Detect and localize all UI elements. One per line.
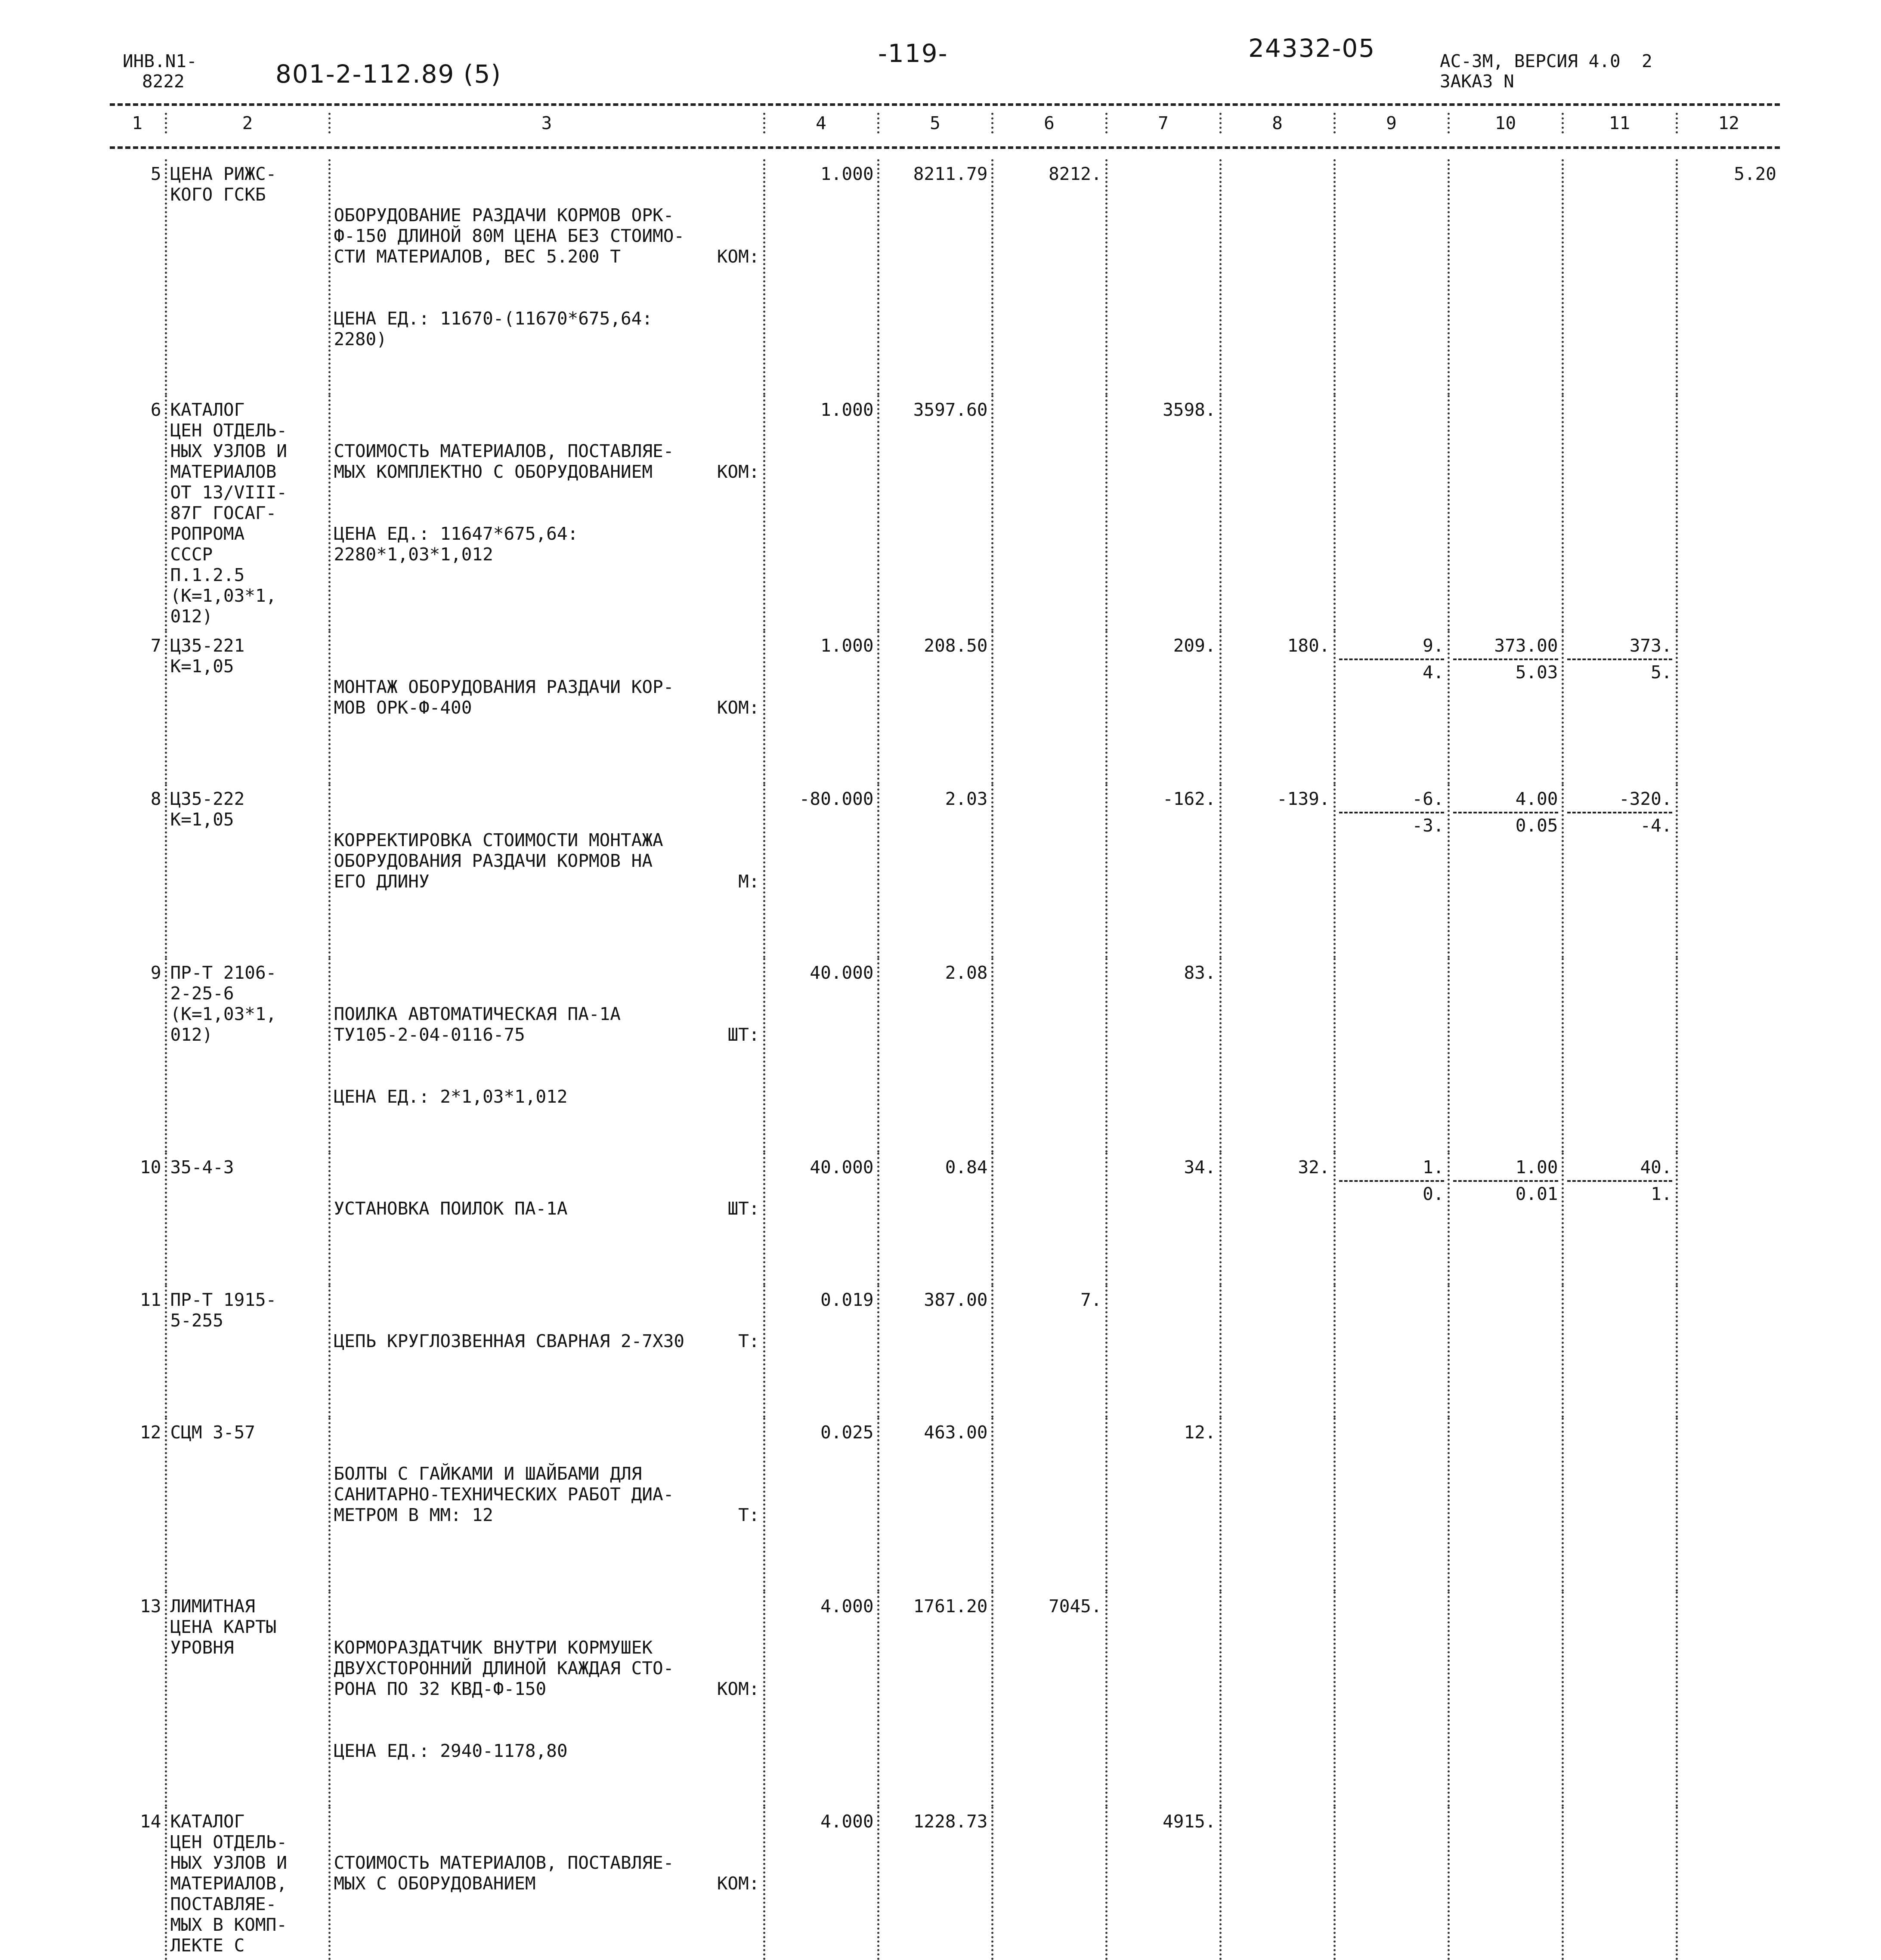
column-number-1: 1 [132,113,143,133]
machinist-labor-total: -4. [1567,812,1672,836]
unit-of-measure: Т: [738,1505,760,1525]
equipment-cost: 7. [992,1285,1106,1418]
weight [1677,1285,1780,1418]
quantity: 40.000 [764,958,878,1153]
total-cost: 34. [1106,1153,1220,1285]
total-cost [1106,1285,1220,1418]
unit-price-note: ЦЕНА ЕД.: 11647*675,64: 2280*1,03*1,012 [334,523,579,565]
column-number-7: 7 [1106,113,1220,133]
work-description [329,159,764,395]
price-basis: СЦМ 3-57 [166,1418,329,1592]
column-number-5: 5 [878,113,992,133]
labor-total [1562,1592,1677,1807]
machinist-labor-total: 1. [1567,1180,1672,1204]
column-number-9: 9 [1334,113,1448,133]
unit-cost: 0.84 [878,1153,992,1285]
column-number-4: 4 [764,113,878,133]
labor-total: 40. 1. [1562,1153,1677,1285]
total-cost [1106,1592,1220,1807]
item-name: УСТАНОВКА ПОИЛОК ПА-1А [334,1198,568,1219]
unit-of-measure: КОМ: [717,1873,760,1894]
price-basis: ЦЕНА РИЖС- КОГО ГСКБ [166,159,329,395]
unit-price-note: ЦЕНА ЕД.: 2*1,03*1,012 [334,1086,568,1107]
program-version: АС-3М, ВЕРСИЯ 4.0 2 [1440,51,1652,71]
equipment-cost [992,631,1106,784]
wages [1220,1592,1334,1807]
header-top-rule [110,103,1780,106]
labor-per-unit: 4.00 0.05 [1448,784,1562,958]
labor-per-unit [1448,159,1562,395]
price-basis: КАТАЛОГ ЦЕН ОТДЕЛЬ- НЫХ УЗЛОВ И МАТЕРИАЛОВ ОТ 13/VIII- 87Г ГОСАГ- РОПРОМА СССР П.1.2.5 (К=1,03*1, 012) [166,395,329,631]
labor-total [1562,395,1677,631]
labor-total [1562,159,1677,395]
unit-of-measure: КОМ: [717,697,760,718]
column-number-11: 11 [1562,113,1677,133]
work-description [329,784,764,958]
stamp-code: 24332-05 [1248,34,1376,63]
total-cost: 3598. [1106,395,1220,631]
equipment-cost [992,1153,1106,1285]
total-cost: -162. [1106,784,1220,958]
estimate-table [110,159,1780,1960]
quantity: 0.019 [764,1285,878,1418]
work-description [329,631,764,784]
weight [1677,958,1780,1153]
price-basis: КАТАЛОГ ЦЕН ОТДЕЛЬ- НЫХ УЗЛОВ И МАТЕРИАЛОВ, ПОСТАВЛЯЕ- МЫХ В КОМП- ЛЕКТЕ С [166,1807,329,1960]
estimate-row [110,1285,1780,1418]
labor-per-unit: 373.00 5.03 [1448,631,1562,784]
item-name: МОНТАЖ ОБОРУДОВАНИЯ РАЗДАЧИ КОР- МОВ ОРК-Ф-400 [334,677,674,718]
quantity: 0.025 [764,1418,878,1592]
equipment-cost [992,1418,1106,1592]
item-name: ПОИЛКА АВТОМАТИЧЕСКАЯ ПА-1А ТУ105-2-04-0116-75 [334,1004,621,1045]
unit-cost: 8211.79 [878,159,992,395]
item-name: БОЛТЫ С ГАЙКАМИ И ШАЙБАМИ ДЛЯ САНИТАРНО-ТЕХНИЧЕСКИХ РАБОТ ДИА- МЕТРОМ В ММ: 12 [334,1463,674,1525]
work-description [329,1153,764,1285]
machine-operation [1334,1807,1448,1960]
weight [1677,1807,1780,1960]
unit-of-measure: ШТ: [727,1198,760,1219]
unit-cost: 387.00 [878,1285,992,1418]
column-number-8: 8 [1220,113,1334,133]
price-basis: ПР-Т 1915- 5-255 [166,1285,329,1418]
weight: 5.20 [1677,159,1780,395]
price-basis: 35-4-3 [166,1153,329,1285]
wages [1220,1285,1334,1418]
quantity: 1.000 [764,159,878,395]
labor-per-unit [1448,958,1562,1153]
labor-total [1562,958,1677,1153]
machine-operation [1334,159,1448,395]
column-number-10: 10 [1448,113,1562,133]
unit-cost: 463.00 [878,1418,992,1592]
total-cost: 12. [1106,1418,1220,1592]
machinist-labor-total: 5. [1567,658,1672,683]
labor-per-unit [1448,1592,1562,1807]
wages [1220,395,1334,631]
unit-of-measure: ШТ: [727,1024,760,1045]
header-bottom-rule [110,146,1780,149]
unit-price-note: ЦЕНА ЕД.: 11670-(11670*675,64: 2280) [334,308,653,349]
inventory-number: 8222 [142,71,185,92]
unit-cost: 1228.73 [878,1807,992,1960]
quantity: -80.000 [764,784,878,958]
unit-cost: 1761.20 [878,1592,992,1807]
weight [1677,1592,1780,1807]
equipment-cost [992,784,1106,958]
labor-total [1562,1807,1677,1960]
price-basis: ПР-Т 2106- 2-25-6 (К=1,03*1, 012) [166,958,329,1153]
machinist-labor-per-unit: 0.01 [1453,1180,1558,1204]
estimate-row [110,1418,1780,1592]
row-number: 13 [140,1596,161,1617]
column-number-12: 12 [1677,113,1780,133]
work-description [329,958,764,1153]
machine-operation: 9. 4. [1334,631,1448,784]
row-number: 10 [140,1157,161,1178]
column-number-3: 3 [329,113,764,133]
row-number: 8 [150,788,161,809]
wages: -139. [1220,784,1334,958]
unit-cost: 3597.60 [878,395,992,631]
unit-of-measure: М: [738,871,760,892]
machinist-labor-per-unit: 5.03 [1453,658,1558,683]
weight [1677,1153,1780,1285]
wages [1220,159,1334,395]
quantity: 4.000 [764,1807,878,1960]
labor-total [1562,1285,1677,1418]
weight [1677,1418,1780,1592]
machine-operation: -6. -3. [1334,784,1448,958]
total-cost: 209. [1106,631,1220,784]
estimate-row [110,958,1780,1153]
price-basis: Ц35-222 К=1,05 [166,784,329,958]
total-cost: 4915. [1106,1807,1220,1960]
document-code: 801-2-112.89 (5) [275,59,501,89]
work-description [329,1807,764,1960]
unit-cost: 2.08 [878,958,992,1153]
column-number-2: 2 [166,113,329,133]
wages [1220,1807,1334,1960]
item-name: ЦЕПЬ КРУГЛОЗВЕННАЯ СВАРНАЯ 2-7Х30 [334,1331,685,1351]
equipment-cost: 8212. [992,159,1106,395]
item-name: СТОИМОСТЬ МАТЕРИАЛОВ, ПОСТАВЛЯЕ- МЫХ С ОБОРУДОВАНИЕМ [334,1852,674,1894]
work-description [329,395,764,631]
price-basis: ЛИМИТНАЯ ЦЕНА КАРТЫ УРОВНЯ [166,1592,329,1807]
item-name: ОБОРУДОВАНИЕ РАЗДАЧИ КОРМОВ ОРК- Ф-150 ДЛИНОЙ 80М ЦЕНА БЕЗ СТОИМО- СТИ МАТЕРИАЛОВ, ВЕС 5.200 Т [334,205,685,267]
row-number: 14 [140,1811,161,1832]
labor-per-unit [1448,1285,1562,1418]
unit-of-measure: КОМ: [717,1679,760,1699]
unit-of-measure: Т: [738,1331,760,1351]
row-number: 12 [140,1422,161,1443]
quantity: 1.000 [764,631,878,784]
estimate-row [110,1807,1780,1960]
quantity: 4.000 [764,1592,878,1807]
work-description [329,1592,764,1807]
row-number: 5 [150,164,161,184]
wages: 180. [1220,631,1334,784]
machine-wages: 0. [1339,1180,1444,1204]
estimate-row [110,395,1780,631]
weight [1677,631,1780,784]
row-number: 6 [150,399,161,420]
unit-cost: 208.50 [878,631,992,784]
estimate-row [110,1592,1780,1807]
equipment-cost [992,395,1106,631]
weight [1677,395,1780,631]
machine-operation [1334,395,1448,631]
estimate-row [110,1153,1780,1285]
labor-per-unit [1448,395,1562,631]
wages: 32. [1220,1153,1334,1285]
total-cost: 83. [1106,958,1220,1153]
weight [1677,784,1780,958]
unit-price-note: ЦЕНА ЕД.: 2940-1178,80 [334,1741,568,1761]
total-cost [1106,159,1220,395]
page-number: -119- [878,39,948,68]
estimate-row [110,784,1780,958]
labor-per-unit: 1.00 0.01 [1448,1153,1562,1285]
equipment-cost [992,1807,1106,1960]
labor-total: 373. 5. [1562,631,1677,784]
machine-wages: 4. [1339,658,1444,683]
unit-of-measure: КОМ: [717,246,760,267]
column-number-header [110,113,1780,133]
price-basis: Ц35-221 К=1,05 [166,631,329,784]
machine-operation [1334,1418,1448,1592]
estimate-row [110,631,1780,784]
item-name: КОРМОРАЗДАТЧИК ВНУТРИ КОРМУШЕК ДВУХСТОРОННИЙ ДЛИНОЙ КАЖДАЯ СТО- РОНА ПО 32 КВД-Ф-150 [334,1637,674,1699]
machine-operation [1334,1285,1448,1418]
labor-total: -320. -4. [1562,784,1677,958]
item-name: СТОИМОСТЬ МАТЕРИАЛОВ, ПОСТАВЛЯЕ- МЫХ КОМПЛЕКТНО С ОБОРУДОВАНИЕМ [334,441,674,482]
machinist-labor-per-unit: 0.05 [1453,812,1558,836]
work-description [329,1418,764,1592]
machine-operation [1334,958,1448,1153]
row-number: 9 [150,962,161,983]
estimate-row [110,159,1780,395]
wages [1220,958,1334,1153]
machine-wages: -3. [1339,812,1444,836]
wages [1220,1418,1334,1592]
column-number-6: 6 [992,113,1106,133]
equipment-cost [992,958,1106,1153]
labor-total [1562,1418,1677,1592]
work-description [329,1285,764,1418]
machine-operation [1334,1592,1448,1807]
labor-per-unit [1448,1418,1562,1592]
row-number: 7 [150,635,161,656]
inventory-label: ИНВ.N1- [123,51,197,71]
machine-operation: 1. 0. [1334,1153,1448,1285]
unit-cost: 2.03 [878,784,992,958]
quantity: 40.000 [764,1153,878,1285]
row-number: 11 [140,1289,161,1310]
order-label: ЗАКАЗ N [1440,71,1514,92]
quantity: 1.000 [764,395,878,631]
unit-of-measure: КОМ: [717,461,760,482]
labor-per-unit [1448,1807,1562,1960]
equipment-cost: 7045. [992,1592,1106,1807]
item-name: КОРРЕКТИРОВКА СТОИМОСТИ МОНТАЖА ОБОРУДОВАНИЯ РАЗДАЧИ КОРМОВ НА ЕГО ДЛИНУ [334,830,663,892]
